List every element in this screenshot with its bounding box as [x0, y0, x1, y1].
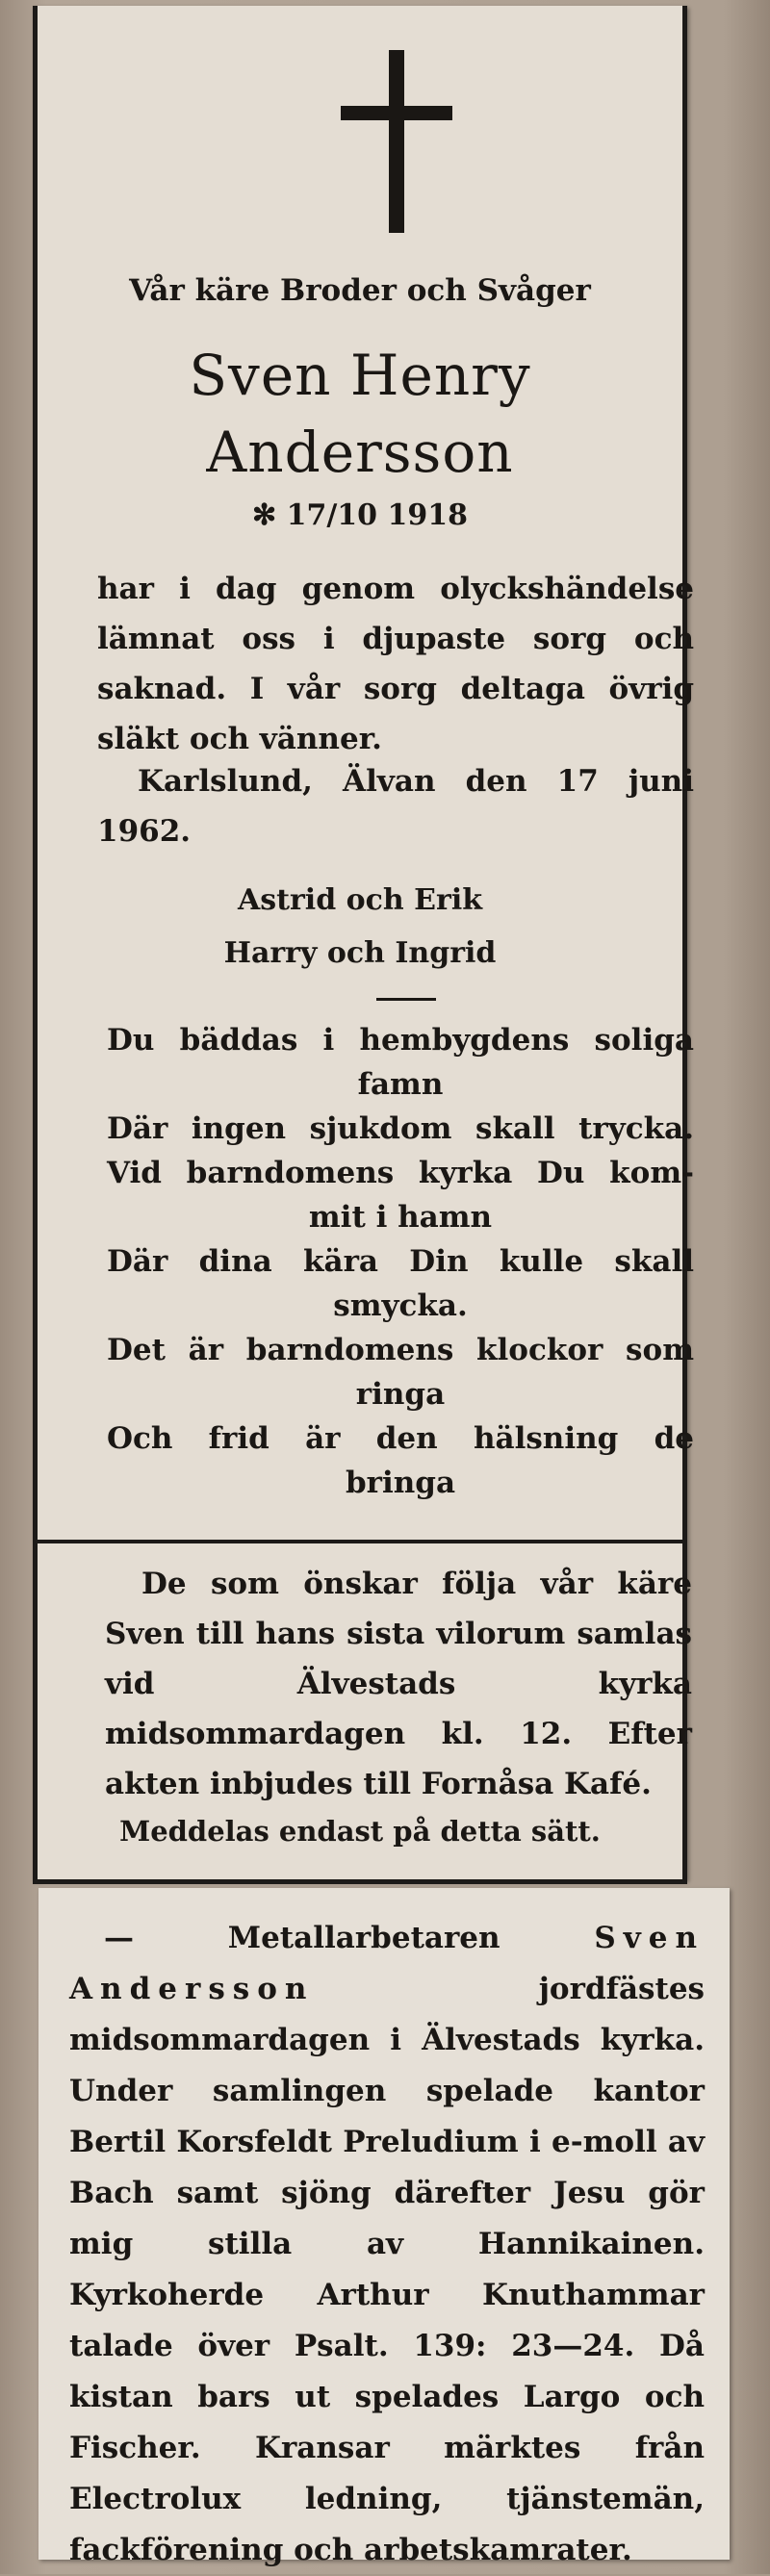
section-rule [38, 1540, 682, 1543]
obituary-message: har i dag genom olyckshändelse lämnat oss i djupaste sorg och saknad. I vår sorg deltaga övrig släkt och vänner. [97, 572, 694, 756]
poem-line-continuation: bringa [345, 1466, 456, 1500]
funeral-info [105, 1559, 692, 1809]
poem-line-continuation: mit i hamn [308, 1200, 493, 1235]
bottom-rule [33, 1879, 687, 1884]
signer-1: Astrid och Erik [237, 883, 483, 917]
poem-line: Där ingen sjukdom skall trycka. [107, 1111, 694, 1146]
memorial-poem [107, 1018, 694, 1505]
notice-lead: — Metallarbetaren [104, 1921, 500, 1955]
place-date-text: Karlslund, Älvan den 17 juni 1962. [97, 764, 694, 849]
poem-line-continuation: ringa [355, 1377, 446, 1412]
obituary-intro: Vår käre Broder och Svåger [129, 273, 591, 308]
poem-line: Vid barndomens kyrka Du kom- [107, 1156, 694, 1190]
notice-text: jordfästes midsommardagen i Älvestads kyrka. Under samlingen spelade kantor Bertil Korsfeldt Preludium i e-moll av Bach samt sjöng därefter Jesu gör mig stilla av Hannikainen. Kyrkoherde Arthur Knuthammar talade över Psalt. 139: 23—24. Då kistan bars ut spelades Largo och Fischer. Kransar märktes från Electrolux ledning, tjänstemän, fackförening och arbetskamrater. [69, 1972, 705, 2567]
place-date [97, 756, 694, 856]
poem-line-continuation: smycka. [333, 1288, 468, 1323]
poem-line-continuation: famn [357, 1067, 444, 1102]
poem-line: Och frid är den hälsning de [107, 1421, 694, 1456]
signer-2: Harry och Ingrid [223, 936, 497, 970]
poem-line: Du bäddas i hembygdens soliga [107, 1023, 694, 1058]
funeral-notice-clipping [38, 1888, 730, 2567]
poem-line: Det är barndomens klockor som [107, 1333, 694, 1367]
funeral-notice [69, 1913, 705, 2576]
birth-date: ✻ 17/10 1918 [252, 498, 468, 532]
deceased-name-line2: Andersson [206, 420, 514, 485]
footnote: Meddelas endast på detta sätt. [119, 1815, 601, 1848]
notice-name: Sven Andersson [69, 1921, 706, 2006]
poem-line: Där dina kära Din kulle skall [107, 1244, 694, 1279]
cross-icon [341, 50, 452, 233]
deceased-name-line1: Sven Henry [189, 343, 531, 408]
obituary-clipping [33, 6, 694, 1880]
funeral-info-text: De som önskar följa vår käre Sven till hans sista vilorum samlas vid Älvestads kyrka midsommardagen kl. 12. Efter akten inbjudes till Fornåsa Kafé. [105, 1567, 692, 1801]
divider [376, 998, 436, 1001]
